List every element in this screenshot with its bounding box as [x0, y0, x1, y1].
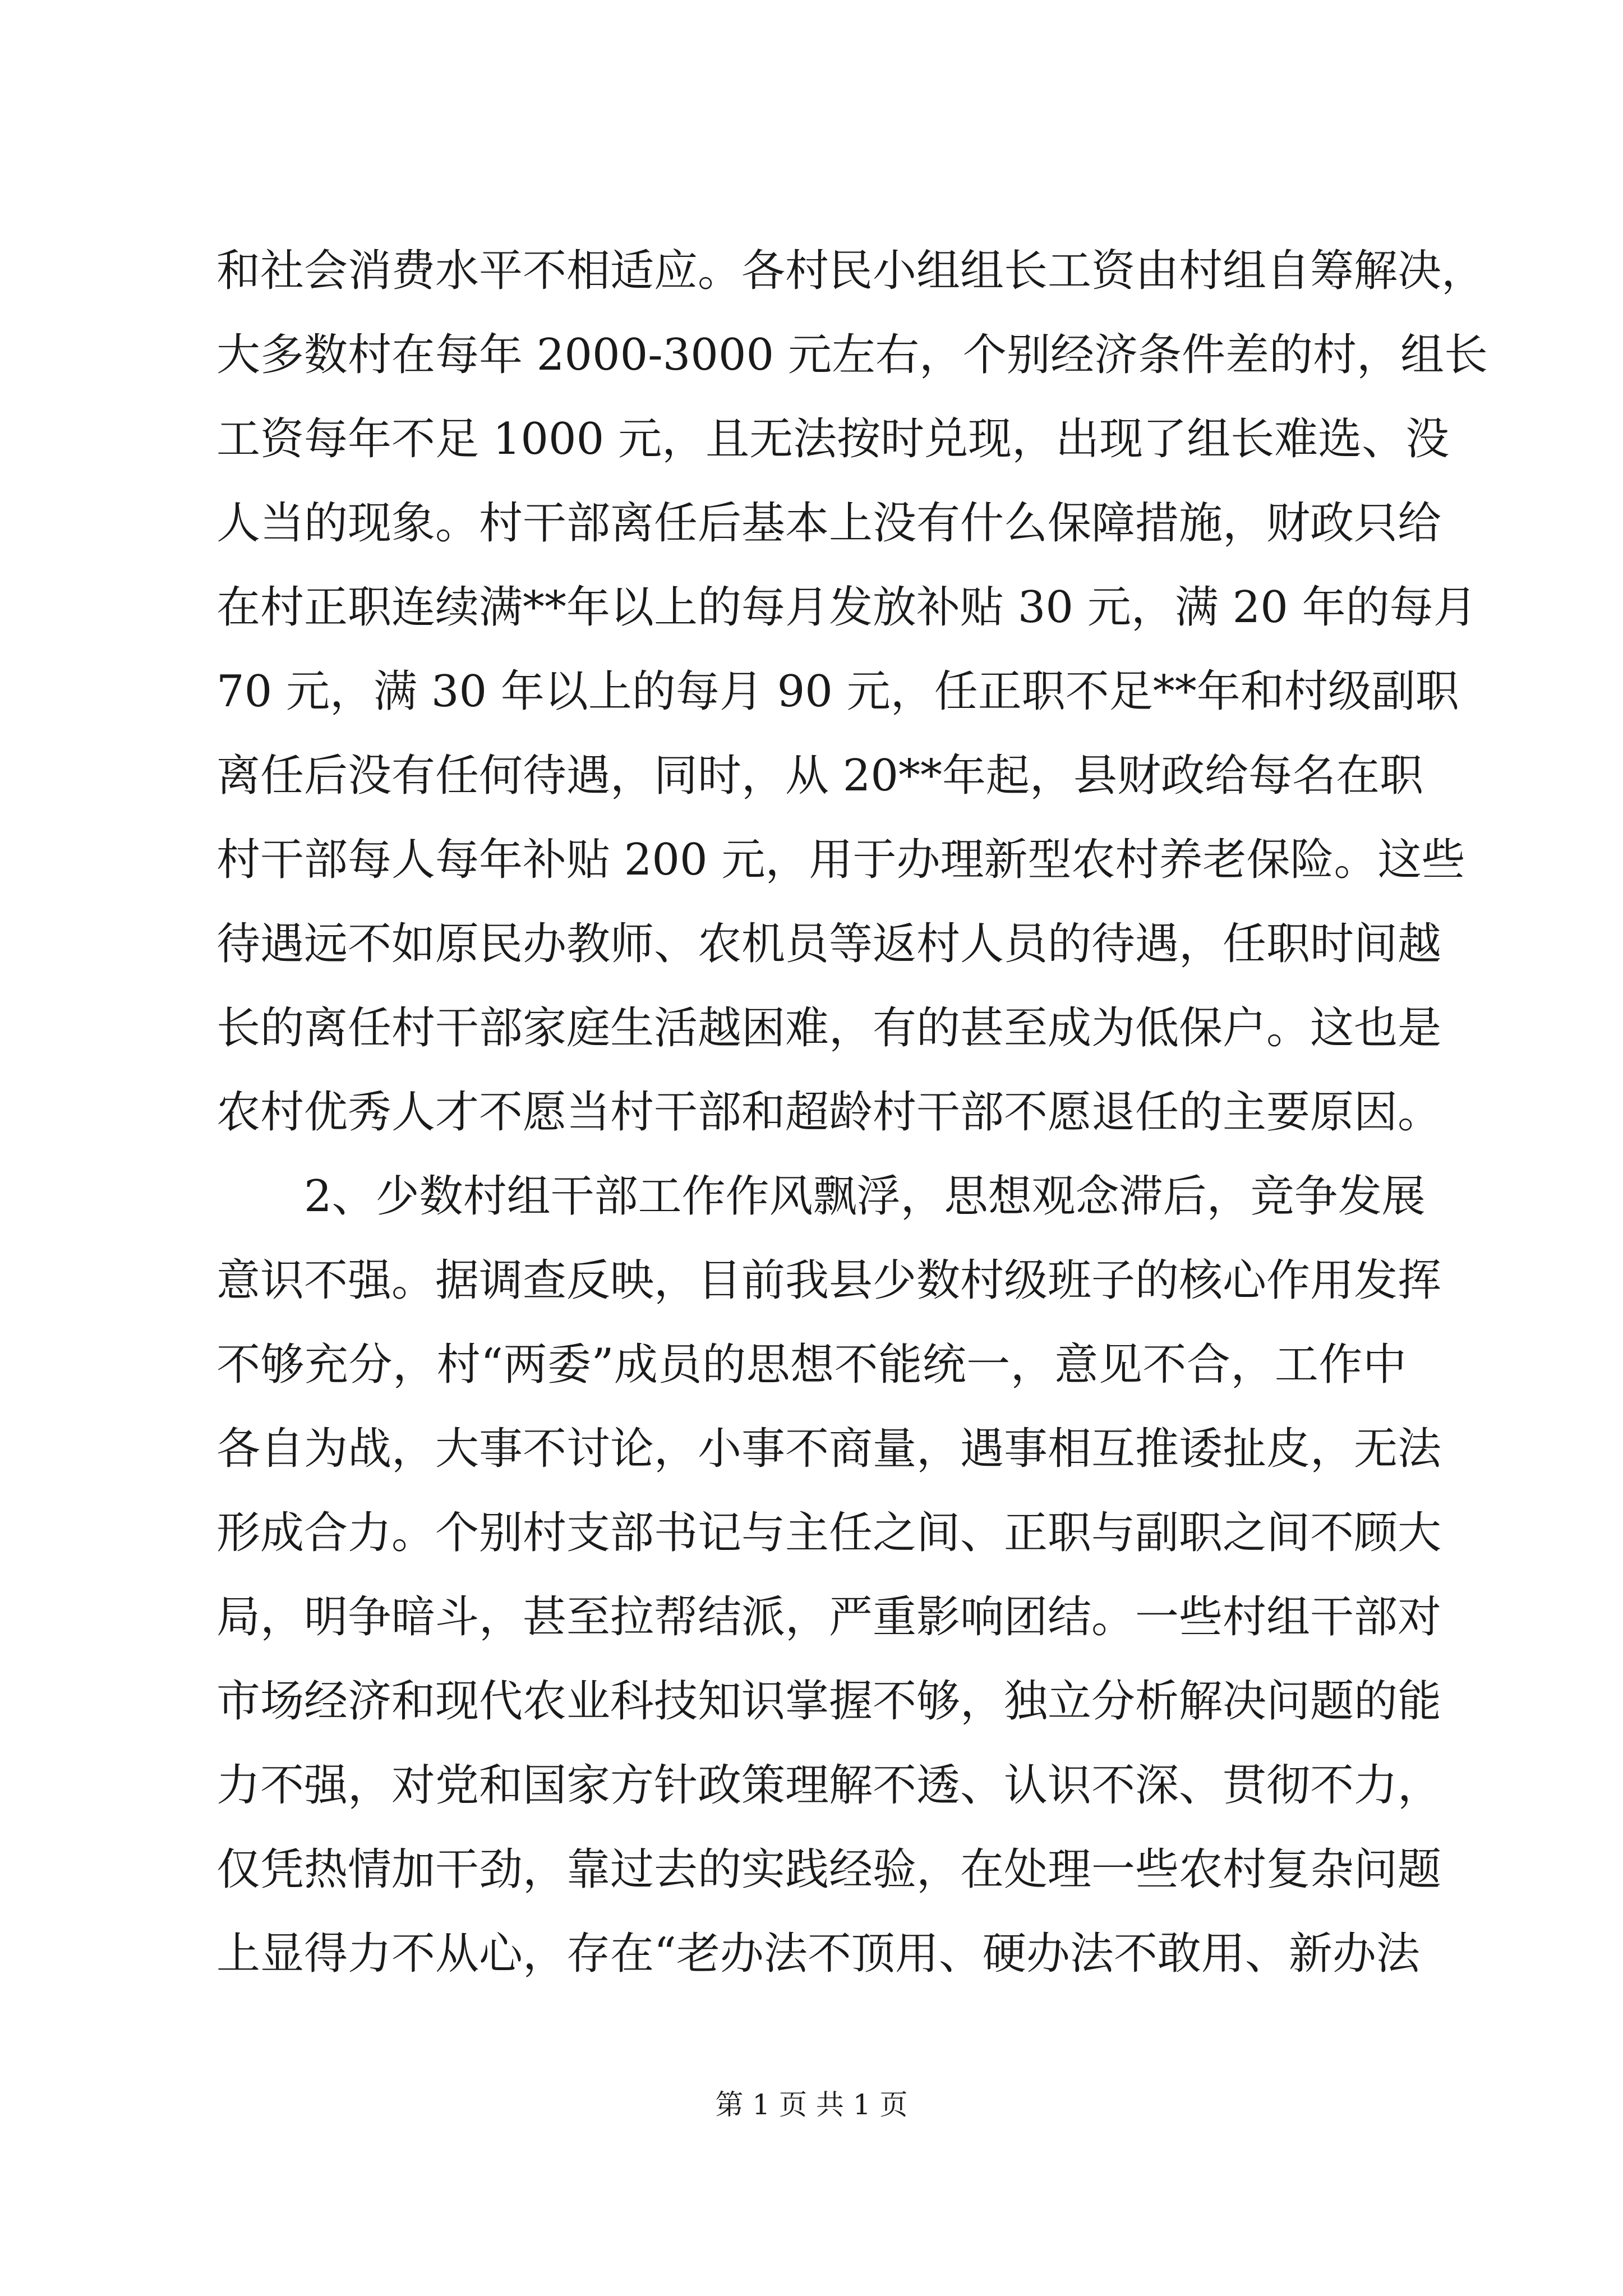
paragraph-line: 上显得力不从心，存在“老办法不顶用、硬办法不敢用、新办法 [216, 1929, 1420, 1979]
paragraph-line: 70 元，满 30 年以上的每月 90 元，任正职不足**年和村级副职 [216, 666, 1459, 717]
paragraph-line: 不够充分，村“两委”成员的思想不能统一，意见不合，工作中 [216, 1340, 1407, 1390]
paragraph-line: 力不强，对党和国家方针政策理解不透、认识不深、贯彻不力， [216, 1760, 1442, 1811]
paragraph-first-line: 2、少数村组干部工作作风飘浮，思想观念滞后，竞争发展 [304, 1171, 1426, 1222]
paragraph-line: 农村优秀人才不愿当村干部和超龄村干部不愿退任的主要原因。 [216, 1087, 1442, 1138]
paragraph-line: 各自为战，大事不讨论，小事不商量，遇事相互推诿扯皮，无法 [216, 1424, 1442, 1474]
page-number-footer: 第 1 页 共 1 页 [715, 2088, 908, 2121]
paragraph-line: 市场经济和现代农业科技知识掌握不够，独立分析解决问题的能 [216, 1676, 1442, 1727]
paragraph-line: 在村正职连续满**年以上的每月发放补贴 30 元，满 20 年的每月 [216, 582, 1477, 633]
paragraph-line: 村干部每人每年补贴 200 元，用于办理新型农村养老保险。这些 [216, 835, 1465, 885]
paragraph-line: 大多数村在每年 2000-3000 元左右，个别经济条件差的村，组长 [216, 330, 1488, 380]
paragraph-line: 局，明争暗斗，甚至拉帮结派，严重影响团结。一些村组干部对 [216, 1592, 1442, 1642]
paragraph-line: 仅凭热情加干劲，靠过去的实践经验，在处理一些农村复杂问题 [216, 1844, 1442, 1895]
paragraph-line: 待遇远不如原民办教师、农机员等返村人员的待遇，任职时间越 [216, 919, 1442, 969]
paragraph-line: 工资每年不足 1000 元，且无法按时兑现，出现了组长难选、没 [216, 414, 1450, 464]
paragraph-line: 意识不强。据调查反映，目前我县少数村级班子的核心作用发挥 [216, 1255, 1442, 1306]
document-body [216, 229, 1488, 1996]
paragraph-line: 长的离任村干部家庭生活越困难，有的甚至成为低保户。这也是 [216, 1003, 1442, 1053]
paragraph-line: 人当的现象。村干部离任后基本上没有什么保障措施，财政只给 [216, 498, 1442, 549]
paragraph-line: 形成合力。个别村支部书记与主任之间、正职与副职之间不顾大 [216, 1508, 1442, 1558]
paragraph-line: 和社会消费水平不相适应。各村民小组组长工资由村组自筹解决， [216, 246, 1486, 296]
paragraph-line: 离任后没有任何待遇，同时，从 20**年起，县财政给每名在职 [216, 751, 1424, 801]
